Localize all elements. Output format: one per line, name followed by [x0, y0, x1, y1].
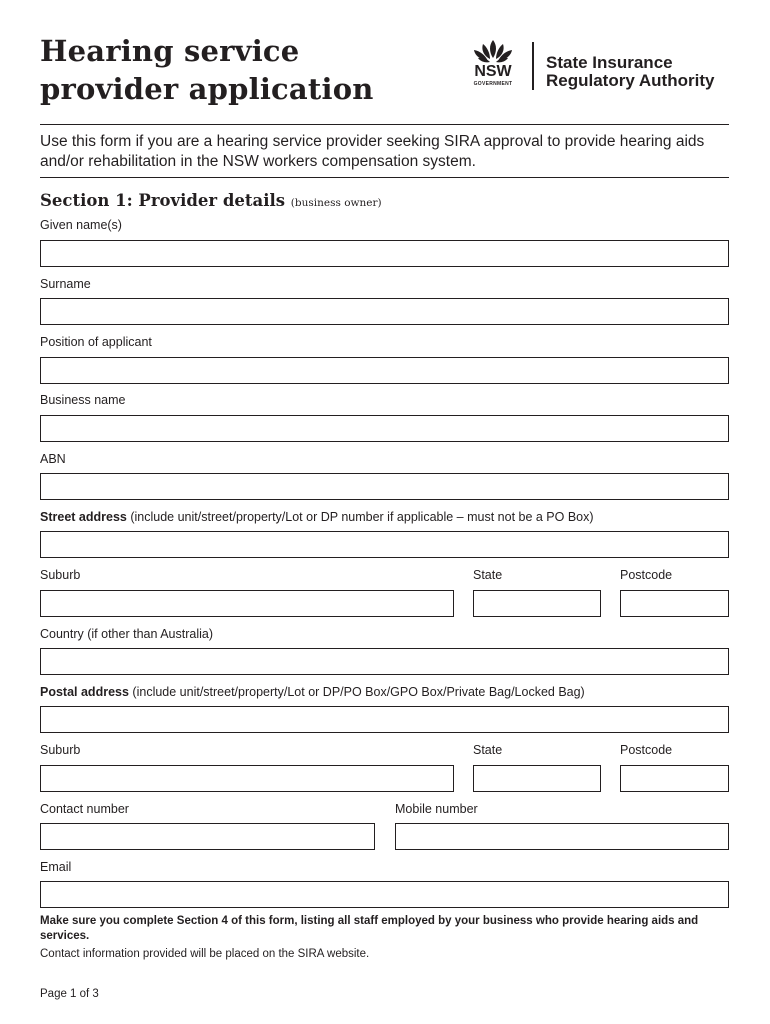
mobile-number-label: Mobile number [395, 802, 478, 816]
postal-postcode-label: Postcode [620, 743, 673, 757]
street-suburb-field[interactable] [40, 590, 454, 617]
page-title [40, 32, 374, 108]
postal-address-label [40, 685, 585, 699]
street-address-field[interactable] [40, 531, 729, 558]
postal-postcode-field[interactable] [620, 765, 729, 792]
section-1-heading: Section 1: Provider details [40, 191, 286, 210]
email-label: Email [40, 860, 72, 874]
street-address-label-bold: Street address [40, 510, 127, 524]
agency-name [546, 54, 714, 90]
nsw-logo-text: NSW [474, 63, 512, 80]
intro-divider [40, 177, 729, 178]
contact-number-field[interactable] [40, 823, 375, 850]
postal-state-field[interactable] [473, 765, 601, 792]
section-4-reminder: Make sure you complete Section 4 of this form, listing all staff employed by your business who provide hearing aids and services. [40, 915, 699, 942]
postal-address-field[interactable] [40, 706, 729, 733]
email-field[interactable] [40, 881, 729, 908]
top-divider [40, 124, 729, 125]
title-line-2: provider application [40, 72, 374, 106]
title-line-1: Hearing service [40, 34, 300, 68]
street-address-label [40, 510, 594, 524]
given-names-label: Given name(s) [40, 218, 122, 232]
agency-line-2: Regulatory Authority [546, 71, 715, 90]
given-names-field[interactable] [40, 240, 729, 267]
postal-state-label: State [473, 743, 503, 757]
business-name-label: Business name [40, 393, 126, 407]
section-1-subtitle: (business owner) [290, 197, 382, 209]
postal-suburb-field[interactable] [40, 765, 454, 792]
intro-text: Use this form if you are a hearing service provider seeking SIRA approval to provide hearing aids and/or rehabilitation in the NSW workers compensation system. [40, 133, 705, 170]
country-field[interactable] [40, 648, 729, 675]
business-name-field[interactable] [40, 415, 729, 442]
postal-suburb-label: Suburb [40, 743, 81, 757]
section-1-title [40, 191, 382, 210]
mobile-number-field[interactable] [395, 823, 729, 850]
agency-line-1: State Insurance [546, 53, 673, 72]
sira-logo [466, 38, 736, 92]
abn-field[interactable] [40, 473, 729, 500]
position-label: Position of applicant [40, 335, 152, 349]
nsw-government-text: GOVERNMENT [473, 81, 513, 87]
street-state-label: State [473, 568, 503, 582]
street-state-field[interactable] [473, 590, 601, 617]
contact-info-notice: Contact information provided will be placed on the SIRA website. [40, 948, 370, 960]
postal-address-label-bold: Postal address [40, 685, 129, 699]
logo-divider [532, 42, 534, 90]
country-label: Country (if other than Australia) [40, 627, 213, 641]
page-number: Page 1 of 3 [40, 988, 99, 1000]
postal-address-hint: (include unit/street/property/Lot or DP/PO Box/GPO Box/Private Bag/Locked Bag) [132, 685, 585, 699]
position-field[interactable] [40, 357, 729, 384]
street-address-hint: (include unit/street/property/Lot or DP number if applicable – must not be a PO Box) [130, 510, 594, 524]
street-suburb-label: Suburb [40, 568, 81, 582]
contact-number-label: Contact number [40, 802, 129, 816]
surname-field[interactable] [40, 298, 729, 325]
abn-label: ABN [40, 452, 66, 466]
street-postcode-label: Postcode [620, 568, 673, 582]
surname-label: Surname [40, 277, 91, 291]
street-postcode-field[interactable] [620, 590, 729, 617]
